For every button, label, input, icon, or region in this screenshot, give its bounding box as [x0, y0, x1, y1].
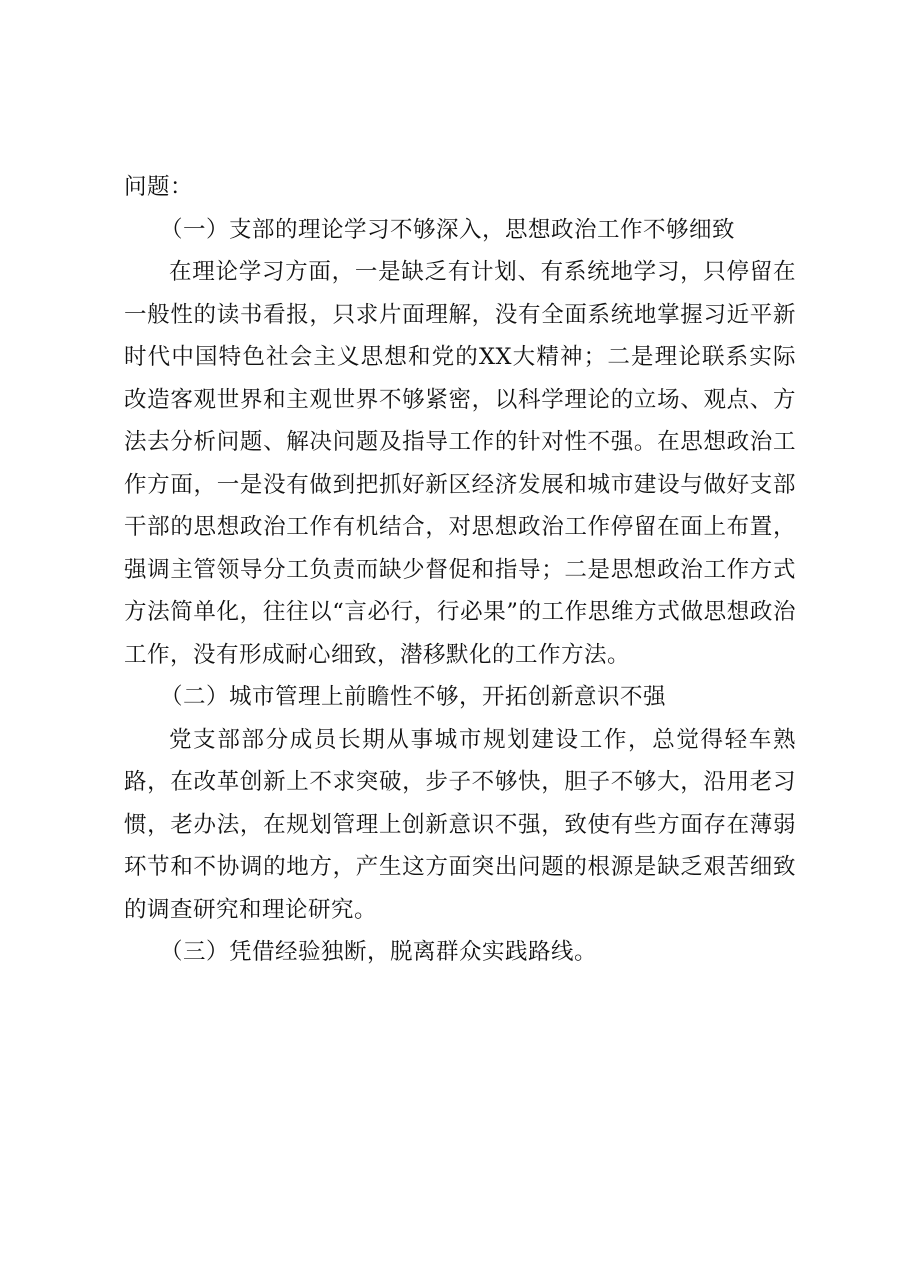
section-body-1: 在理论学习方面，一是缺乏有计划、有系统地学习，只停留在一般性的读书看报，只求片面理解，没有全面系统地掌握习近平新时代中国特色社会主义思想和党的XX大精神；二是理论联系实际改造客观世界和主观世界不够紧密，以科学理论的立场、观点、方法去分析问题、解决问题及指导工作的针对性不强。在思想政治工作方面，一是没有做到把抓好新区经济发展和城市建设与做好支部干部的思想政治工作有机结合，对思想政治工作停留在面上布置，强调主管领导分工负责而缺少督促和指导；二是思想政治工作方式方法简单化，往往以“言必行，行必果”的工作思维方式做思想政治工作，没有形成耐心细致，潜移默化的工作方法。 — [124, 259, 796, 668]
section-heading-1: （一）支部的理论学习不够深入，思想政治工作不够细致 — [160, 216, 736, 243]
section-heading-2: （二）城市管理上前瞻性不够，开拓创新意识不强 — [160, 684, 667, 710]
section-body-2: 党支部部分成员长期从事城市规划建设工作，总觉得轻车熟路，在改革创新上不求突破，步子不够快，胆子不够大，沿用老习惯，老办法，在规划管理上创新意识不强，致使有些方面存在薄弱环节和不协调的地方，产生这方面突出问题的根源是缺乏艰苦细致的调查研究和理论研究。 — [124, 726, 796, 923]
document-body — [124, 166, 796, 974]
problems-label: 问题： — [124, 174, 194, 200]
section-heading-3: （三）凭借经验独断，脱离群众实践路线。 — [160, 939, 598, 965]
